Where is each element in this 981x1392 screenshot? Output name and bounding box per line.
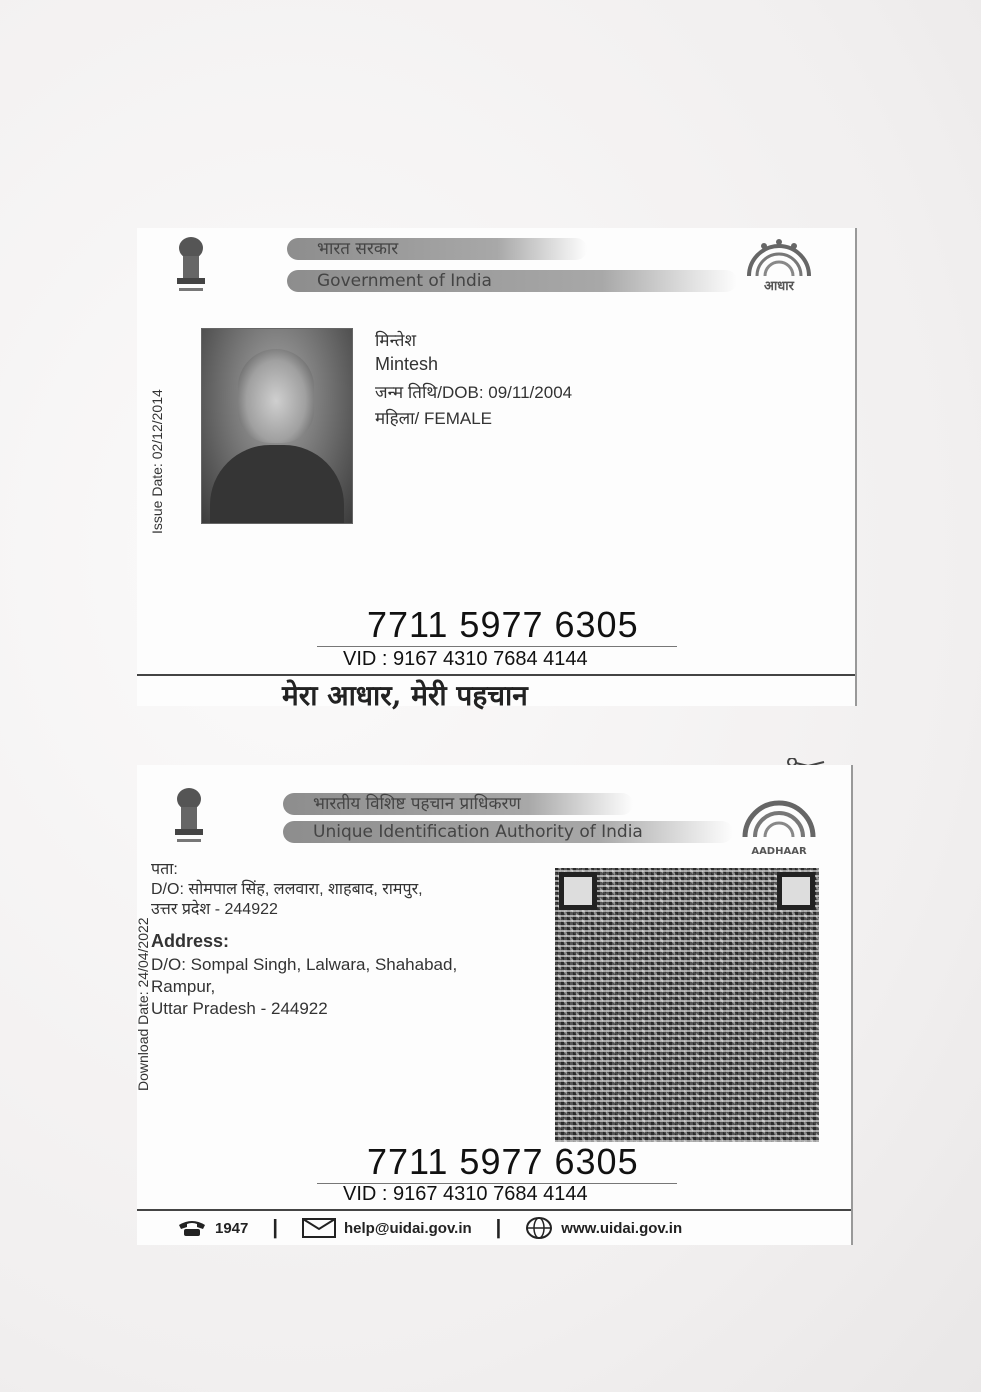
issue-date: Issue Date: 02/12/2014 — [149, 389, 165, 534]
address-line2: Rampur, — [151, 977, 216, 996]
aadhaar-card-back — [137, 765, 853, 1245]
number-divider — [317, 646, 677, 647]
aadhaar-logo-text: AADHAAR — [751, 846, 807, 857]
government-english-banner — [287, 270, 737, 292]
globe-icon — [525, 1217, 553, 1239]
address-hindi-line1: D/O: सोमपाल सिंह, ललवारा, शाहबाद, रामपुर, — [151, 881, 423, 898]
government-hindi-banner — [287, 238, 587, 260]
name-english: Mintesh — [375, 354, 439, 374]
national-emblem-icon — [169, 234, 213, 296]
government-english-text: Government of India — [317, 271, 492, 291]
national-emblem-icon — [167, 785, 211, 847]
helpline-number: 1947 — [215, 1219, 249, 1237]
aadhaar-card-front — [137, 228, 857, 712]
footer-separator: | — [495, 1216, 502, 1239]
phone-icon — [177, 1219, 207, 1237]
aadhaar-logo-icon — [739, 234, 819, 294]
gender: महिला/ FEMALE — [375, 409, 492, 428]
download-date: Download Date: 24/04/2022 — [135, 917, 151, 1091]
address-label-hindi: पता: — [151, 861, 178, 878]
authority-english-banner — [283, 821, 733, 843]
aadhaar-number: 7711 5977 6305 — [367, 1141, 639, 1182]
qr-code — [555, 868, 819, 1142]
slogan: मेरा आधार, मेरी पहचान — [282, 679, 528, 712]
authority-hindi-banner — [283, 793, 633, 815]
footer-separator: | — [272, 1216, 278, 1239]
holder-photo — [201, 328, 353, 524]
footer-phone — [177, 1219, 248, 1237]
mail-icon — [302, 1218, 336, 1238]
address-line1: D/O: Sompal Singh, Lalwara, Shahabad, — [151, 955, 458, 974]
name-hindi: मिन्तेश — [375, 331, 417, 350]
address-label-english: Address: — [151, 931, 230, 951]
date-of-birth: जन्म तिथि/DOB: 09/11/2004 — [375, 383, 573, 402]
government-hindi-text: भारत सरकार — [317, 239, 399, 259]
vid-number: VID : 9167 4310 7684 4144 — [343, 1183, 588, 1205]
website-link[interactable]: www.uidai.gov.in — [561, 1219, 683, 1237]
aadhaar-number: 7711 5977 6305 — [367, 604, 639, 645]
aadhaar-logo-icon — [737, 793, 821, 857]
help-email[interactable]: help@uidai.gov.in — [343, 1219, 472, 1237]
footer-website — [525, 1217, 682, 1239]
footer-email — [302, 1218, 472, 1238]
address-hindi-line2: उत्तर प्रदेश - 244922 — [151, 901, 278, 918]
aadhaar-logo-text: आधार — [764, 279, 794, 294]
footer-contact-bar — [137, 1211, 851, 1245]
vid-number: VID : 9167 4310 7684 4144 — [343, 648, 588, 670]
authority-hindi-text: भारतीय विशिष्ट पहचान प्राधिकरण — [313, 794, 521, 814]
address-line3: Uttar Pradesh - 244922 — [151, 999, 328, 1018]
authority-english-text: Unique Identification Authority of India — [313, 822, 643, 842]
